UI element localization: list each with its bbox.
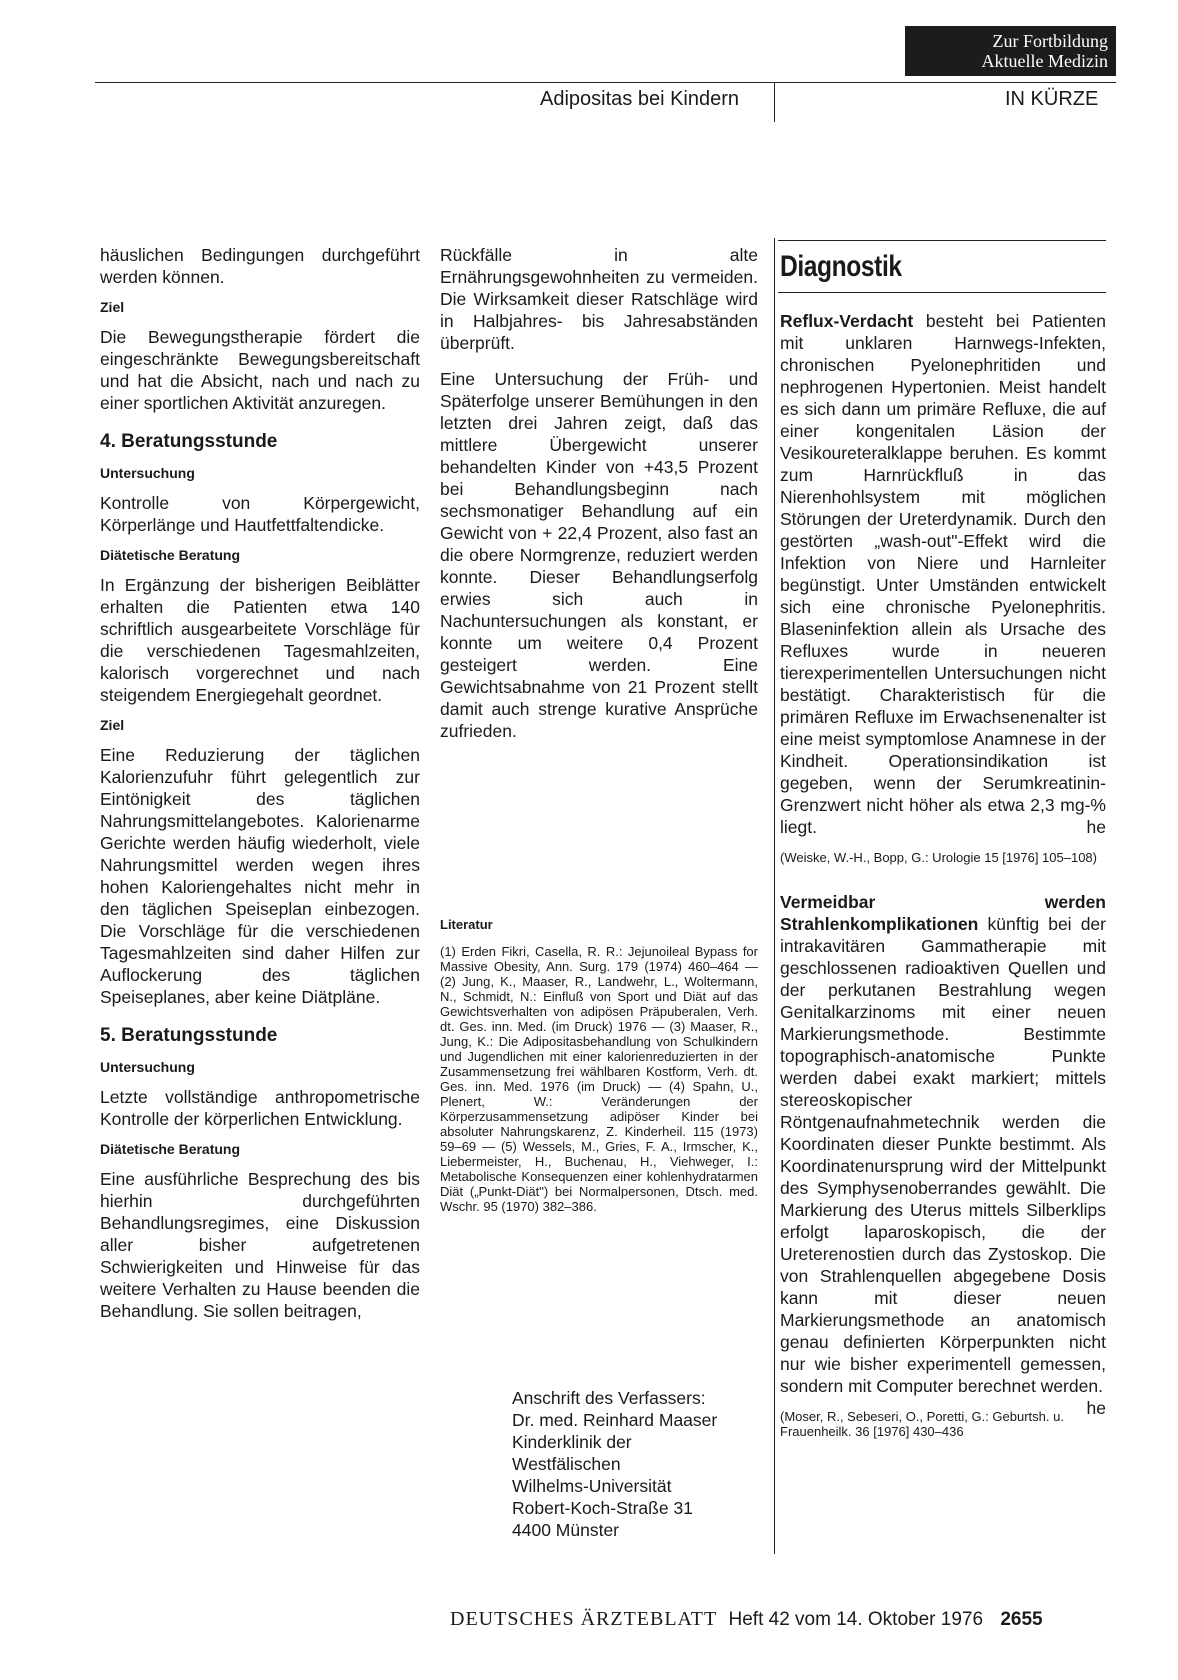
address-line: Wilhelms-Universität	[512, 1476, 672, 1496]
paragraph: Kontrolle von Körpergewicht, Körperlänge und Hautfettfaltendicke.	[100, 493, 420, 535]
address-line: Kinderklinik der	[512, 1432, 632, 1452]
journal-name: DEUTSCHES ÄRZTEBLATT	[450, 1608, 718, 1630]
subheading-ziel: Ziel	[100, 299, 125, 315]
issue-info: Heft 42 vom 14. Oktober 1976	[728, 1609, 984, 1630]
running-title: Adipositas bei Kindern	[540, 88, 740, 110]
paragraph: Eine Reduzierung der täglichen Kalorienzufuhr führt gelegentlich zur Eintönigkeit des täglichen Nahrungsmittelangebotes. Kalorienarme Gerichte werden häufig wiederholt, viele Nahrungsmittel werden wegen ihres hohen Kaloriengehaltes nicht mehr in den täglichen Speiseplan einbezogen. Die Vorschläge für die verschiedenen Tagesmahlzeiten sind daher Hilfen zur Auflockerung des täglichen Speiseplanes, aber keine Diätpläne.	[100, 745, 420, 1007]
address-line: Anschrift des Verfassers:	[512, 1388, 706, 1408]
paragraph: Die Bewegungstherapie fördert die eingeschränkte Bewegungsbereitschaft und hat die Absicht, nach und nach zu einer sportlichen Aktivität anzuregen.	[100, 327, 420, 413]
title-rule-top	[778, 240, 1106, 241]
column-3	[780, 310, 1106, 1439]
header-rule	[95, 82, 1116, 83]
paragraph: In Ergänzung der bisherigen Beiblätter erhalten die Patienten etwa 140 schriftlich ausgearbeitete Vorschläge für die verschiedenen Tagesmahlzeiten, kalorisch vorgerechnet und nach steigendem Energiegehalt geordnet.	[100, 575, 420, 705]
author-initials: he	[1086, 817, 1106, 837]
page-number: 2655	[1000, 1609, 1043, 1630]
paragraph: Eine ausführliche Besprechung des bis hierhin durchgeführten Behandlungsregimes, eine Diskussion aller bisher aufgetretenen Schwierigkeiten und Hinweise für das weitere Verhalten zu Hause beenden die Behandlung. Sie sollen beitragen,	[100, 1169, 420, 1321]
address-line: Dr. med. Reinhard Maaser	[512, 1410, 718, 1430]
heading-4-beratungsstunde: 4. Beratungsstunde	[100, 431, 278, 452]
subheading-untersuchung: Untersuchung	[100, 1059, 195, 1075]
references-text: (1) Erden Fikri, Casella, R. R.: Jejunoileal Bypass for Massive Obesity, Ann. Surg. 179 (1974) 460–464 — (2) Jung, K., Maaser, R., Landwehr, L., Woltermann, N., Schmidt, N.: Einfluß von Sport und Diät auf das Gewichtsverhalten von adipösen Präpuberalen, Verh. dt. Ges. inn. Med. (im Druck) 1976 — (3) Maaser, R., Jung, K.: Die Adipositasbehandlung von Schulkindern und Jugendlichen mit einer kalorienreduzierten in der Zusammensetzung frei wählbaren Kostform, Verh. dt. Ges. inn. Med. 1976 (im Druck) — (4) Spahn, U., Plenert, W.: Veränderungen der Körperzusammensetzung adipöser Kinder bei absoluter Nahrungskarenz, Z. Kinderheil. 115 (1973) 59–69 — (5) Wessels, M., Gries, F. A., Irmscher, K., Liebermeister, H., Buchenau, H., Viehweger, I.: Metabolische Konsequenzen einer kohlenhydratarmen Diät („Punkt-Diät") bei Normalpersonen, Dtsch. med. Wschr. 95 (1970) 382–386.	[440, 944, 758, 1214]
column-1	[100, 244, 420, 1322]
lead-in: Reflux-Verdacht	[780, 311, 914, 331]
source-citation: (Moser, R., Sebeseri, O., Poretti, G.: Geburtsh. u. Frauenheilk. 36 [1976] 430–436	[780, 1409, 1064, 1439]
page-footer	[450, 1608, 1043, 1631]
column-divider	[774, 238, 775, 1554]
column-2	[440, 244, 758, 742]
subheading-ziel: Ziel	[100, 717, 125, 733]
paragraph: Letzte vollständige anthropometrische Kontrolle der körperlichen Entwicklung.	[100, 1087, 420, 1129]
paragraph: Vermeidbar werden Strahlenkomplikationen künftig bei der intrakavitären Gammatherapie mit geschlossenen radioaktiven Quellen und der perkutanen Bestrahlung wegen Genitalkarzinoms mit einer neuen Markierungsmethode. Bestimmte topographisch-anatomische Punkte werden dabei exakt markiert; mittels stereoskopischer Röntgenaufnahmetechnik werden die Koordinaten dieser Punkte bestimmt. Als Koordinatenursprung wird der Mittelpunkt des Symphysenoberrandes gewählt. Die Markierung des Uterus mittels Silberklips erfolgt laparoskopisch, die der Ureterenostien durch das Zystoskop. Die von Strahlenquellen abgegebene Dosis kann mit dieser neuen Markierungsmethode an anatomisch genau definierten Körperpunkten nicht nur wie bisher experimentell gemessen, sondern mit Computer berechnet werden. he	[780, 892, 1106, 1418]
section-label: IN KÜRZE	[1005, 88, 1099, 110]
paragraph: häuslichen Bedingungen durchgeführt werden können.	[100, 245, 420, 287]
subheading-diaetetische-beratung: Diätetische Beratung	[100, 547, 241, 563]
author-initials: he	[1086, 1398, 1106, 1418]
address-line: 4400 Münster	[512, 1520, 620, 1540]
title-rule-bottom	[778, 292, 1106, 293]
heading-5-beratungsstunde: 5. Beratungsstunde	[100, 1025, 278, 1046]
subheading-diaetetische-beratung: Diätetische Beratung	[100, 1141, 241, 1157]
section-title: Diagnostik	[780, 250, 902, 283]
paragraph: Reflux-Verdacht besteht bei Patienten mit unklaren Harnwegs-Infekten, chronischen Pyelonephritiden und nephrogenen Hypertonien. Meist handelt es sich dann um primäre Refluxe, die auf einer kongenitalen Läsion der Vesikoureteralklappe beruhen. Es kommt zum Harnrückfluß in das Nierenhohlsystem mit möglichen Störungen der Ureterdynamik. Durch den gestörten „wash-out"-Effekt wird die Infektion von Niere und Harnleiter begünstigt. Unter Umständen entwickelt sich eine chronische Pyelonephritis. Blaseninfektion allein als Ursache des Refluxes wurde in neueren tierexperimentellen Untersuchungen nicht bestätigt. Charakteristisch für die primären Refluxe im Erwachsenenalter ist eine meist symptomlose Anamnese in der Kindheit. Operationsindikation ist gegeben, wenn der Serumkreatinin-Grenzwert nicht höher als etwa 2,3 mg-% liegt. he	[780, 311, 1106, 837]
author-address	[512, 1387, 762, 1541]
paragraph: Eine Untersuchung der Früh- und Späterfolge unserer Bemühungen in den letzten drei Jahren zeigt, daß das mittlere Übergewicht unserer behandelten Kinder von +43,5 Prozent bei Behandlungsbeginn nach sechsmonatiger Behandlung auf ein Gewicht von + 22,4 Prozent, also fast an die obere Normgrenze, reduziert werden konnte. Dieser Behandlungserfolg erwies sich auch in Nachuntersuchungen als konstant, er konnte um weitere 0,4 Prozent gesteigert werden. Eine Gewichtsabnahme von 21 Prozent stellt damit auch strenge kurative Ansprüche zufrieden.	[440, 369, 758, 741]
references	[440, 906, 758, 1214]
address-line: Westfälischen	[512, 1454, 621, 1474]
lead-in: Vermeidbar werden Strahlenkomplikationen	[780, 892, 1106, 934]
address-line: Robert-Koch-Straße 31	[512, 1498, 693, 1518]
section-badge	[905, 26, 1116, 76]
source-citation: (Weiske, W.-H., Bopp, G.: Urologie 15 [1976] 105–108)	[780, 850, 1097, 865]
badge-line-2: Aktuelle Medizin	[981, 51, 1108, 71]
subheading-untersuchung: Untersuchung	[100, 465, 195, 481]
badge-line-1: Zur Fortbildung	[992, 31, 1108, 51]
header-divider	[774, 82, 775, 122]
paragraph: Rückfälle in alte Ernährungsgewohnheiten zu vermeiden. Die Wirksamkeit dieser Ratschläge wird in Halbjahres- bis Jahresabständen überprüft.	[440, 245, 758, 353]
references-heading: Literatur	[440, 917, 493, 932]
